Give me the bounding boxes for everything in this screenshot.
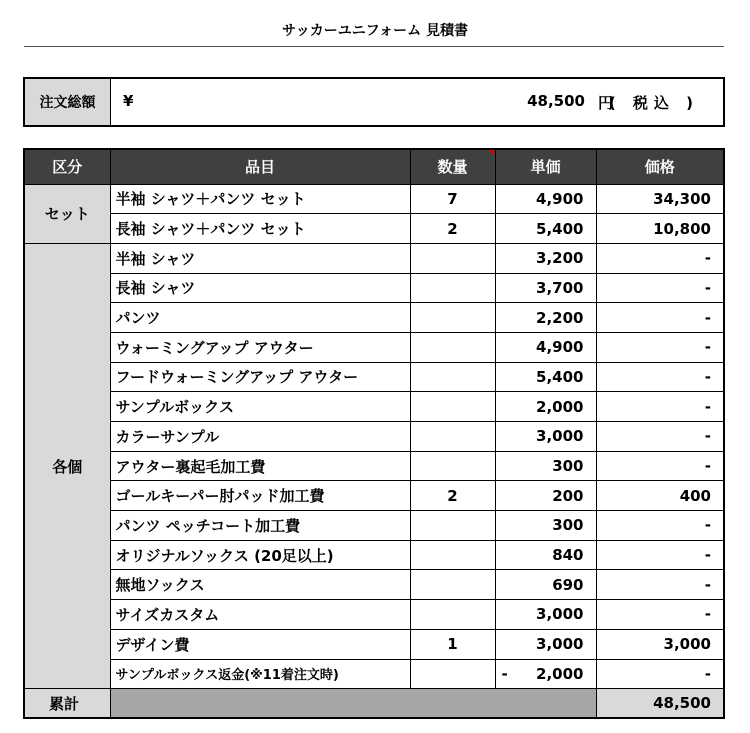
item-name[interactable]: 無地ソックス [110, 570, 410, 600]
minus-sign: - [501, 664, 508, 683]
document-title: サッカーユニフォーム 見積書 [282, 23, 468, 39]
estimate-table [23, 148, 725, 719]
item-qty[interactable]: 2 [410, 481, 495, 511]
header-price: 価格 [596, 149, 724, 184]
item-unit-price[interactable] [495, 659, 596, 689]
item-name[interactable]: フードウォーミングアップ アウター [110, 362, 410, 392]
category-individual: 各個 [24, 243, 110, 688]
tax-note: ( 税込 ) [608, 94, 699, 112]
table-header-row [24, 149, 724, 184]
item-name[interactable]: ウォーミングアップ アウター [110, 332, 410, 362]
item-name[interactable]: パンツ ペッチコート加工費 [110, 511, 410, 541]
item-price[interactable]: - [596, 600, 724, 630]
header-qty: 数量 [410, 149, 495, 184]
item-qty[interactable]: 7 [410, 184, 495, 214]
item-unit-price[interactable]: 4,900 [495, 184, 596, 214]
table-row [24, 273, 724, 303]
table-row [24, 659, 724, 689]
item-price[interactable]: 3,000 [596, 629, 724, 659]
item-name[interactable]: オリジナルソックス (20足以上) [110, 540, 410, 570]
item-unit-price[interactable]: 840 [495, 540, 596, 570]
item-qty[interactable] [410, 451, 495, 481]
item-qty[interactable] [410, 422, 495, 452]
currency-unit: 円 [597, 94, 613, 112]
table-row [24, 629, 724, 659]
table-row [24, 511, 724, 541]
order-total-amount: 48,500 [527, 92, 585, 110]
item-qty[interactable]: 1 [410, 629, 495, 659]
table-row [24, 422, 724, 452]
table-row [24, 362, 724, 392]
title-divider [24, 46, 724, 47]
item-price[interactable]: - [596, 451, 724, 481]
item-name[interactable]: サイズカスタム [110, 600, 410, 630]
item-name[interactable]: カラーサンプル [110, 422, 410, 452]
item-qty[interactable] [410, 243, 495, 273]
item-unit-price[interactable]: 690 [495, 570, 596, 600]
item-qty[interactable] [410, 303, 495, 333]
item-name[interactable]: デザイン費 [110, 629, 410, 659]
item-name[interactable]: 半袖 シャツ [110, 243, 410, 273]
table-row [24, 184, 724, 214]
item-qty[interactable] [410, 332, 495, 362]
table-row [24, 332, 724, 362]
item-price[interactable]: - [596, 332, 724, 362]
table-row [24, 303, 724, 333]
item-price[interactable]: - [596, 540, 724, 570]
comment-indicator-icon[interactable] [488, 150, 494, 156]
table-row [24, 392, 724, 422]
item-qty[interactable] [410, 511, 495, 541]
item-name[interactable]: 長袖 シャツ [110, 273, 410, 303]
item-price[interactable]: - [596, 303, 724, 333]
total-spacer [110, 689, 596, 719]
table-row [24, 214, 724, 244]
table-row [24, 243, 724, 273]
order-total-label: 注文総額 [25, 79, 111, 125]
order-total-value[interactable] [111, 79, 723, 125]
item-qty[interactable] [410, 362, 495, 392]
item-name[interactable]: ゴールキーパー肘パッド加工費 [110, 481, 410, 511]
total-label: 累計 [24, 689, 110, 719]
item-price[interactable]: - [596, 362, 724, 392]
table-row [24, 451, 724, 481]
item-price[interactable]: 34,300 [596, 184, 724, 214]
header-item: 品目 [110, 149, 410, 184]
total-row [24, 689, 724, 719]
item-qty[interactable] [410, 570, 495, 600]
item-name[interactable]: サンプルボックス [110, 392, 410, 422]
category-set: セット [24, 184, 110, 243]
table-row [24, 600, 724, 630]
item-price[interactable]: - [596, 511, 724, 541]
item-price[interactable]: - [596, 570, 724, 600]
item-qty[interactable] [410, 600, 495, 630]
item-price[interactable]: - [596, 392, 724, 422]
item-name[interactable]: 長袖 シャツ＋パンツ セット [110, 214, 410, 244]
item-price[interactable]: - [596, 422, 724, 452]
item-unit-price[interactable]: 5,400 [495, 214, 596, 244]
item-qty[interactable] [410, 540, 495, 570]
item-name[interactable]: アウター裏起毛加工費 [110, 451, 410, 481]
item-unit-price[interactable]: 4,900 [495, 332, 596, 362]
table-row [24, 481, 724, 511]
item-qty[interactable] [410, 273, 495, 303]
item-qty[interactable]: 2 [410, 214, 495, 244]
item-qty[interactable] [410, 659, 495, 689]
item-unit-price[interactable]: 3,000 [495, 422, 596, 452]
header-category: 区分 [24, 149, 110, 184]
item-unit-price[interactable]: 2,200 [495, 303, 596, 333]
item-name[interactable]: サンプルボックス返金(※11着注文時) [110, 659, 410, 689]
item-unit-price[interactable]: 5,400 [495, 362, 596, 392]
item-price[interactable]: 10,800 [596, 214, 724, 244]
item-name[interactable]: パンツ [110, 303, 410, 333]
item-price[interactable]: 400 [596, 481, 724, 511]
item-name[interactable]: 半袖 シャツ＋パンツ セット [110, 184, 410, 214]
table-row [24, 570, 724, 600]
item-qty[interactable] [410, 392, 495, 422]
unit-price-value: 2,000 [536, 664, 584, 683]
item-unit-price[interactable]: 300 [495, 511, 596, 541]
item-price[interactable]: - [596, 659, 724, 689]
yen-sign: ¥ [123, 92, 134, 110]
item-unit-price[interactable]: 3,000 [495, 629, 596, 659]
item-unit-price[interactable]: 3,200 [495, 243, 596, 273]
order-total-box [23, 77, 725, 127]
item-unit-price[interactable]: 3,000 [495, 600, 596, 630]
item-unit-price[interactable]: 300 [495, 451, 596, 481]
item-unit-price[interactable]: 3,700 [495, 273, 596, 303]
item-price[interactable]: - [596, 243, 724, 273]
total-value[interactable]: 48,500 [596, 689, 724, 719]
table-row [24, 540, 724, 570]
item-price[interactable]: - [596, 273, 724, 303]
item-unit-price[interactable]: 200 [495, 481, 596, 511]
item-unit-price[interactable]: 2,000 [495, 392, 596, 422]
header-unit-price: 単価 [495, 149, 596, 184]
